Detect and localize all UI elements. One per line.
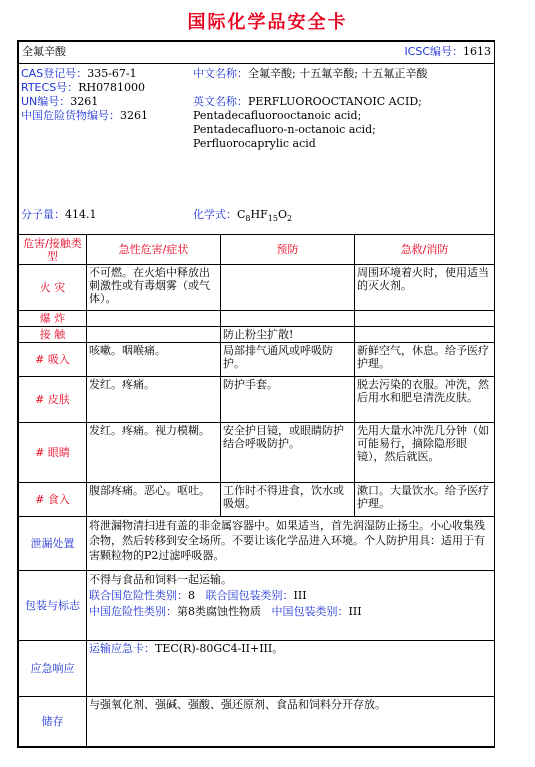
cn-name-label: 中文名称：	[193, 67, 248, 80]
page-title: 国际化学品安全卡	[187, 12, 348, 33]
hazard-aid	[355, 327, 495, 343]
formula-hf: HF	[250, 208, 268, 221]
un-pack-label: 联合国包装类别：	[205, 589, 294, 602]
cn-pack-label: 中国包装类别：	[271, 605, 349, 618]
hazard-type: # 眼睛	[19, 423, 87, 483]
hazard-type: # 皮肤	[19, 377, 87, 423]
packaging-label: 包装与标志	[19, 571, 87, 641]
identification-block	[19, 64, 495, 235]
hazard-aid: 先用大量水冲洗几分钟（如可能易行，摘除隐形眼镜），然后就医。	[355, 423, 495, 483]
hazard-symptom: 腹部疼痛。恶心。呕吐。	[87, 483, 221, 517]
emergency-card-value: TEC(R)-80GC4-II+III。	[155, 642, 284, 655]
names-block	[193, 67, 493, 151]
formula-o: O	[277, 208, 287, 221]
hazard-prevention: 安全护目镜，或眼睛防护结合呼吸防护。	[221, 423, 355, 483]
hazard-aid	[355, 311, 495, 327]
cn-class-value: 第8类腐蚀性物质	[177, 605, 261, 618]
spill-label: 泄漏处置	[19, 517, 87, 571]
formula-o-sub: 2	[286, 214, 293, 224]
hazard-prevention: 防止粉尘扩散!	[221, 327, 355, 343]
rtecs-label: RTECS号：	[21, 81, 79, 94]
hazard-type: 接 触	[19, 327, 87, 343]
col-header-prevention: 预防	[221, 235, 355, 265]
hazard-prevention: 局部排气通风或呼吸防护。	[221, 343, 355, 377]
hazard-type: # 吸入	[19, 343, 87, 377]
emergency-label: 应急响应	[19, 641, 87, 697]
hazard-prevention: 工作时不得进食，饮水或吸烟。	[221, 483, 355, 517]
emergency-card-label: 运输应急卡：	[89, 642, 155, 655]
hazard-symptom	[87, 311, 221, 327]
hazard-symptom: 发红。疼痛。视力模糊。	[87, 423, 221, 483]
emergency-content	[87, 641, 495, 697]
formula-hf-sub: 15	[267, 214, 278, 224]
storage-label: 储存	[19, 697, 87, 747]
safety-card	[17, 40, 495, 748]
hazard-row-ingestion	[19, 483, 495, 517]
un-class-label: 联合国危险性类别：	[89, 589, 188, 602]
hazard-row-explosion	[19, 311, 495, 327]
en-name-label: 英文名称：	[193, 95, 248, 108]
hazard-symptom: 咳嗽。咽喉痛。	[87, 343, 221, 377]
hazard-prevention	[221, 311, 355, 327]
packaging-row	[19, 571, 495, 641]
hazard-type: 火 灾	[19, 265, 87, 311]
hazard-row-skin	[19, 377, 495, 423]
hazard-symptom: 发红。疼痛。	[87, 377, 221, 423]
molecular-weight	[21, 208, 97, 222]
hazard-row-inhalation	[19, 343, 495, 377]
un-pack-value: III	[293, 589, 307, 602]
spill-text: 将泄漏物清扫进有盖的非金属容器中。如果适当，首先润湿防止扬尘。小心收集残余物，然后转移到安全场所。不要让该化学品进入环境。个人防护用具：适用于有害颗粒物的P2过滤呼吸器。	[87, 517, 495, 571]
formula-c-sub: 8	[245, 214, 251, 224]
formula-c: C	[237, 208, 246, 221]
hazard-row-contact	[19, 327, 495, 343]
cn-pack-value: III	[348, 605, 362, 618]
cas-label: CAS登记号：	[21, 67, 88, 80]
hazard-type: 爆 炸	[19, 311, 87, 327]
hazard-row-eyes	[19, 423, 495, 483]
en-name-line4: Perfluorocaprylic acid	[193, 137, 316, 150]
hazard-prevention: 防护手套。	[221, 377, 355, 423]
en-name-line1: PERFLUOROOCTANOIC ACID;	[248, 95, 422, 108]
id-numbers	[21, 67, 191, 123]
col-header-type: 危害/接触类型	[19, 235, 87, 265]
packaging-note: 不得与食品和饲料一起运输。	[89, 573, 232, 586]
packaging-content	[87, 571, 495, 641]
col-header-symptom: 急性危害/症状	[87, 235, 221, 265]
un-label: UN编号：	[21, 95, 71, 108]
hazard-type: # 食入	[19, 483, 87, 517]
hazard-row-fire	[19, 265, 495, 311]
cn-class-label: 中国危险性类别：	[89, 605, 177, 618]
storage-text: 与强氧化剂、强碱、强酸、强还原剂、食品和饲料分开存放。	[87, 697, 495, 747]
card-header	[19, 42, 495, 64]
hazard-aid: 新鲜空气，休息。给予医疗护理。	[355, 343, 495, 377]
mw-value: 414.1	[65, 208, 97, 221]
icsc-value: 1613	[463, 45, 492, 58]
emergency-row	[19, 641, 495, 697]
formula-label: 化学式：	[193, 208, 237, 221]
en-name-line2: Pentadecafluorooctanoic acid;	[193, 109, 362, 122]
en-name-line3: Pentadecafluoro-n-octanoic acid;	[193, 123, 376, 136]
hazard-prevention	[221, 265, 355, 311]
storage-row	[19, 697, 495, 747]
hazard-symptom	[87, 327, 221, 343]
hazard-aid: 漱口。大量饮水。给予医疗护理。	[355, 483, 495, 517]
cas-value: 335-67-1	[87, 67, 137, 80]
cn-dangerous-goods-value: 3261	[120, 109, 148, 122]
icsc-label: ICSC编号：	[404, 45, 464, 58]
spill-row	[19, 517, 495, 571]
chemical-name: 全氟辛酸	[22, 45, 66, 58]
col-header-aid: 急救/消防	[355, 235, 495, 265]
hazard-symptom: 不可燃。在火焰中释放出刺激性或有毒烟雾（或气体）。	[87, 265, 221, 311]
hazard-aid: 脱去污染的衣服。冲洗，然后用水和肥皂清洗皮肤。	[355, 377, 495, 423]
mw-label: 分子量：	[21, 208, 65, 221]
un-value: 3261	[70, 95, 99, 108]
chemical-formula	[193, 208, 292, 226]
cn-name-value: 全氟辛酸; 十五氟辛酸; 十五氟正辛酸	[248, 67, 428, 80]
cn-dangerous-goods-label: 中国危险货物编号：	[21, 109, 120, 122]
hazard-aid: 周围环境着火时，使用适当的灭火剂。	[355, 265, 495, 311]
rtecs-value: RH0781000	[78, 81, 146, 94]
un-class-value: 8	[188, 589, 195, 602]
